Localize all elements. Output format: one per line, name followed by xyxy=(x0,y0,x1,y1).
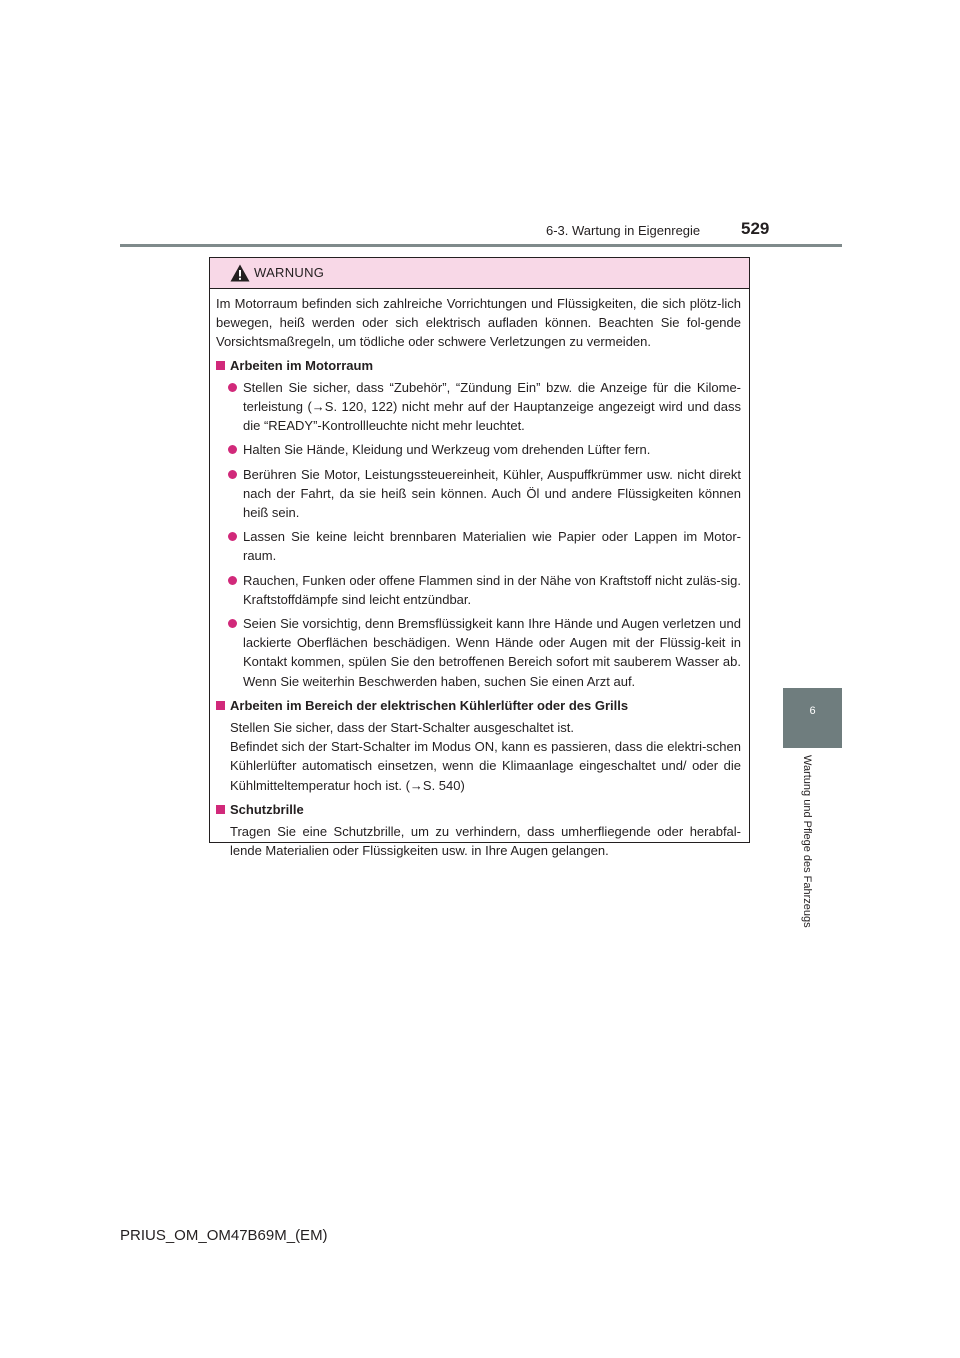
page-number: 529 xyxy=(741,219,770,238)
circle-bullet-icon xyxy=(228,470,237,479)
list-item xyxy=(228,378,741,436)
list-item xyxy=(228,527,741,565)
chapter-tab xyxy=(783,688,842,748)
square-bullet-icon xyxy=(216,701,225,710)
list-item-text: Halten Sie Hände, Kleidung und Werkzeug vom drehenden Lüfter fern. xyxy=(243,442,651,458)
chapter-label-text: Wartung und Pflege des Fahrzeugs xyxy=(801,755,813,928)
chapter-label xyxy=(801,755,820,961)
circle-bullet-icon xyxy=(228,532,237,541)
section-heading-text: Schutzbrille xyxy=(230,801,304,817)
list-item-text: Lassen Sie keine leicht brennbaren Materialien wie Papier oder Lappen im Motor-raum. xyxy=(243,529,741,564)
section-heading-text: Arbeiten im Bereich der elektrischen Kühlerlüfter oder des Grills xyxy=(230,697,629,713)
circle-bullet-icon xyxy=(228,576,237,585)
section-heading-cooling-fans xyxy=(216,696,741,715)
list-item-text: Seien Sie vorsichtig, denn Bremsflüssigkeit kann Ihre Hände und Augen verletzen und lackierte Oberflächen beschädigen. Wenn Hände oder Augen mit der Flüssig-keit in Kontakt kommen, spülen Sie den betroffenen Bereich sofort mit sauberem Wasser ab. Wenn Sie weiterhin Beschwerden haben, suchen Sie einen Arzt auf. xyxy=(243,616,741,689)
list-item xyxy=(228,465,741,523)
section-title: 6-3. Wartung in Eigenregie xyxy=(546,223,701,238)
warning-triangle-icon xyxy=(230,264,250,282)
list-item-text: Stellen Sie sicher, dass “Zubehör”, “Zündung Ein” bzw. die Anzeige für die Kilome-terleistung (→S. 120, 122) nicht mehr auf der Hauptanzeige angezeigt wird und dass die “READY”-Kontrollleuchte nicht mehr leuchtet. xyxy=(243,379,741,434)
circle-bullet-icon xyxy=(228,383,237,392)
paragraph: Befindet sich der Start-Schalter im Modus ON, kann es passieren, dass die elektri-schen Kühlerlüfter automatisch einsetzen, wenn die Klimaanlage eingeschaltet und/ oder die Kühlmitteltemperatur hoch ist. (→S. 540) xyxy=(230,739,741,793)
chapter-number: 6 xyxy=(809,705,816,717)
warning-box xyxy=(209,257,750,859)
square-bullet-icon xyxy=(216,805,225,814)
header-divider xyxy=(120,244,842,247)
warning-header xyxy=(210,258,749,289)
circle-bullet-icon xyxy=(228,445,237,454)
section-heading-safety-glasses xyxy=(216,800,741,819)
warning-title: WARNUNG xyxy=(254,265,325,280)
warning-body xyxy=(210,289,749,860)
paragraph: Stellen Sie sicher, dass der Start-Schalter ausgeschaltet ist. xyxy=(230,720,574,736)
list-item xyxy=(228,440,741,459)
section-heading-text: Arbeiten im Motorraum xyxy=(230,357,374,373)
circle-bullet-icon xyxy=(228,619,237,628)
list-item xyxy=(228,571,741,609)
list-item-text: Berühren Sie Motor, Leistungssteuereinheit, Kühler, Auspuffkrümmer usw. nicht direkt nach der Fahrt, da sie heiß sein können. Auch Öl und andere Flüssigkeiten können heiß sein. xyxy=(243,466,741,521)
warning-intro: Im Motorraum befinden sich zahlreiche Vorrichtungen und Flüssigkeiten, die sich plötz-lich bewegen, heiß werden oder sich elektrisch aufladen können. Beachten Sie fol-gende Vorsichtsmaßregeln, um tödliche oder schwere Verletzungen zu vermeiden. xyxy=(216,296,741,350)
list-item-text: Rauchen, Funken oder offene Flammen sind in der Nähe von Kraftstoff nicht zuläs-sig. Kraftstoffdämpfe sind leicht entzündbar. xyxy=(243,572,741,607)
square-bullet-icon xyxy=(216,361,225,370)
list-item xyxy=(228,614,741,691)
section-heading-engine-bay xyxy=(216,356,741,375)
paragraph: Tragen Sie eine Schutzbrille, um zu verhindern, dass umherfliegende oder herabfal-lende Materialien oder Flüssigkeiten usw. in Ihre Augen gelangen. xyxy=(230,824,741,859)
document-code: PRIUS_OM_OM47B69M_(EM) xyxy=(120,1227,328,1244)
